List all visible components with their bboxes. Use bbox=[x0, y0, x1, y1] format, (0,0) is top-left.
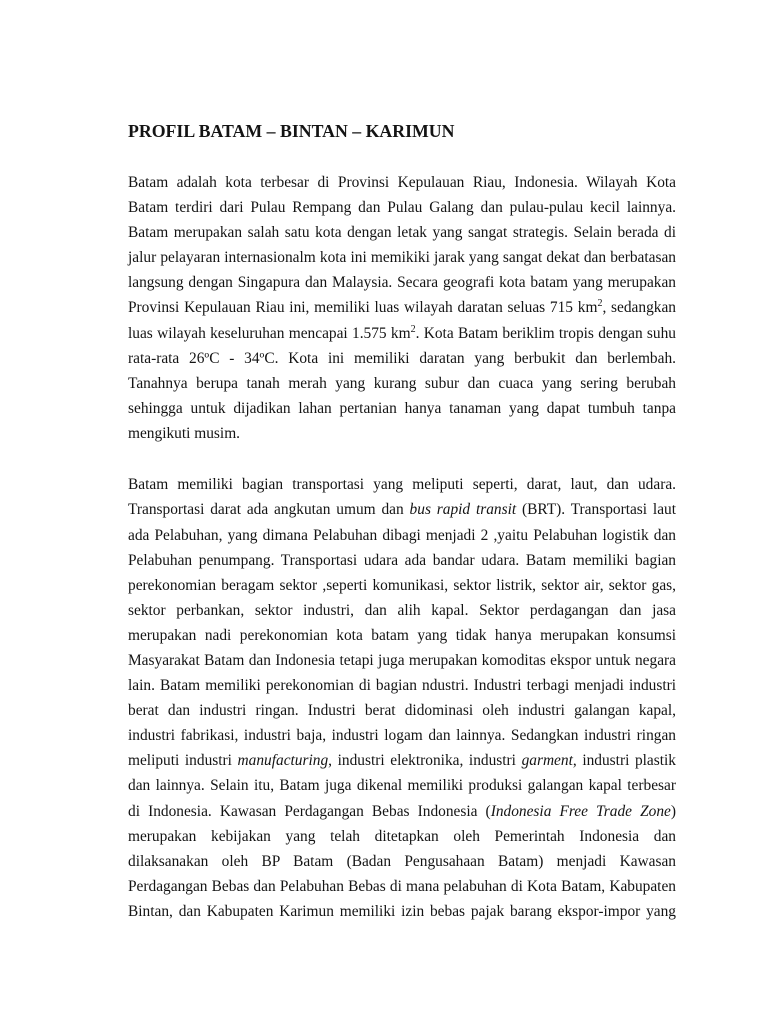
line-text: sehingga untuk dijadikan lahan pertanian hanya tanaman yang dapat tumbuh tanpa bbox=[128, 399, 676, 417]
line-text: perekonomian beragam sektor ,seperti komunikasi, sektor listrik, sektor air, sektor gas, bbox=[128, 576, 676, 594]
paragraph-2 bbox=[128, 472, 676, 924]
line-text: mengikuti musim. bbox=[128, 424, 241, 442]
line-text: luas wilayah keseluruhan mencapai 1.575 km bbox=[128, 324, 411, 342]
line-text: Provinsi Kepulauan Riau ini, memiliki luas wilayah daratan seluas 715 km bbox=[128, 299, 598, 317]
line-text: Batam memiliki bagian transportasi yang meliputi seperti, darat, laut, dan udara. bbox=[128, 476, 676, 494]
text-line bbox=[128, 623, 676, 648]
text-line bbox=[128, 245, 676, 270]
text-line bbox=[128, 421, 676, 446]
line-text: , industri elektronika, industri bbox=[328, 752, 522, 770]
line-text: ada Pelabuhan, yang dimana Pelabuhan dibagi menjadi 2 ,yaitu Pelabuhan logistik dan bbox=[128, 526, 676, 544]
text-line bbox=[128, 295, 676, 320]
line-text: ) bbox=[670, 802, 676, 820]
text-line bbox=[128, 799, 676, 824]
text-line bbox=[128, 321, 676, 346]
line-text: langsung dengan Singapura dan Malaysia. Secara geografi kota batam yang merupakan bbox=[128, 274, 676, 292]
line-text: di Indonesia. Kawasan Perdagangan Bebas Indonesia ( bbox=[128, 802, 491, 820]
line-text: . Kota Batam beriklim tropis dengan suhu bbox=[415, 324, 677, 342]
text-line bbox=[128, 523, 676, 548]
line-text: Tanahnya berupa tanah merah yang kurang subur dan cuaca yang sering berubah bbox=[128, 374, 676, 392]
text-line bbox=[128, 346, 676, 371]
text-line bbox=[128, 773, 676, 798]
line-text: dan lainnya. Selain itu, Batam juga dikenal memiliki produksi galangan kapal terbesar bbox=[128, 777, 676, 795]
text-line bbox=[128, 170, 676, 195]
line-text: sektor perbankan, sektor industri, dan alih kapal. Sektor perdagangan dan jasa bbox=[128, 601, 676, 619]
text-line bbox=[128, 598, 676, 623]
line-text: industri fabrikasi, industri baja, industri logam dan lainnya. Sedangkan industri ringan bbox=[128, 727, 676, 745]
line-text: , sedangkan bbox=[602, 299, 676, 317]
line-text: Bintan, dan Kabupaten Karimun memiliki izin bebas pajak barang ekspor-impor yang bbox=[128, 902, 676, 920]
text-line bbox=[128, 723, 676, 748]
line-text: merupakan kebijakan yang telah ditetapkan oleh Pemerintah Indonesia dan bbox=[128, 827, 676, 845]
superscript-text: 2 bbox=[597, 298, 603, 310]
text-line bbox=[128, 371, 676, 396]
line-text: Batam merupakan salah satu kota dengan letak yang sangat strategis. Selain berada di bbox=[128, 224, 676, 242]
italic-text: garment bbox=[521, 752, 573, 770]
line-text: Transportasi darat ada angkutan umum dan bbox=[128, 501, 410, 519]
text-line bbox=[128, 472, 676, 497]
italic-text: Indonesia Free Trade Zone bbox=[490, 802, 671, 820]
text-line bbox=[128, 648, 676, 673]
line-text: rata-rata 26ºC - 34ºC. Kota ini memiliki daratan yang berbukit dan berlembah. bbox=[128, 349, 676, 367]
line-text: Batam terdiri dari Pulau Rempang dan Pulau Galang dan pulau-pulau kecil lainnya. bbox=[128, 199, 676, 217]
text-line bbox=[128, 673, 676, 698]
text-line bbox=[128, 748, 676, 773]
text-line bbox=[128, 849, 676, 874]
document-title: PROFIL BATAM – BINTAN – KARIMUN bbox=[128, 121, 455, 141]
line-text: (BRT). Transportasi laut bbox=[516, 501, 677, 519]
text-line bbox=[128, 270, 676, 295]
line-text: berat dan industri ringan. Industri berat didominasi oleh industri galangan kapal, bbox=[128, 702, 676, 720]
line-text: Batam adalah kota terbesar di Provinsi Kepulauan Riau, Indonesia. Wilayah Kota bbox=[128, 174, 676, 191]
line-text: , industri plastik bbox=[572, 752, 676, 770]
line-text: Masyarakat Batam dan Indonesia tetapi juga merupakan komoditas ekspor untuk negara bbox=[128, 651, 676, 669]
italic-text: bus rapid transit bbox=[409, 501, 517, 519]
text-line bbox=[128, 874, 676, 899]
line-text: jalur pelayaran internasionalm kota ini memikiki jarak yang sangat dekat dan berbatasan bbox=[128, 249, 676, 267]
text-line bbox=[128, 497, 676, 522]
text-line bbox=[128, 195, 676, 220]
text-line bbox=[128, 824, 676, 849]
superscript-text: 2 bbox=[410, 323, 416, 335]
text-line bbox=[128, 698, 676, 723]
italic-text: manufacturing bbox=[237, 752, 329, 770]
text-line bbox=[128, 548, 676, 573]
line-text: Pelabuhan penumpang. Transportasi udara ada bandar udara. Batam memiliki bagian bbox=[128, 551, 676, 569]
line-text: Perdagangan Bebas dan Pelabuhan Bebas di mana pelabuhan di Kota Batam, Kabupaten bbox=[128, 877, 676, 895]
text-line bbox=[128, 396, 676, 421]
text-line bbox=[128, 573, 676, 598]
line-text: meliputi industri bbox=[128, 752, 238, 770]
paragraph-1 bbox=[128, 170, 676, 446]
line-text: lain. Batam memiliki perekonomian di bagian ndustri. Industri terbagi menjadi industri bbox=[128, 677, 676, 695]
line-text: dilaksanakan oleh BP Batam (Badan Pengusahaan Batam) menjadi Kawasan bbox=[128, 852, 676, 870]
text-line bbox=[128, 899, 676, 924]
document-body bbox=[128, 118, 676, 924]
text-line bbox=[128, 220, 676, 245]
line-text: merupakan nadi perekonomian kota batam yang tidak hanya merupakan konsumsi bbox=[128, 626, 676, 644]
